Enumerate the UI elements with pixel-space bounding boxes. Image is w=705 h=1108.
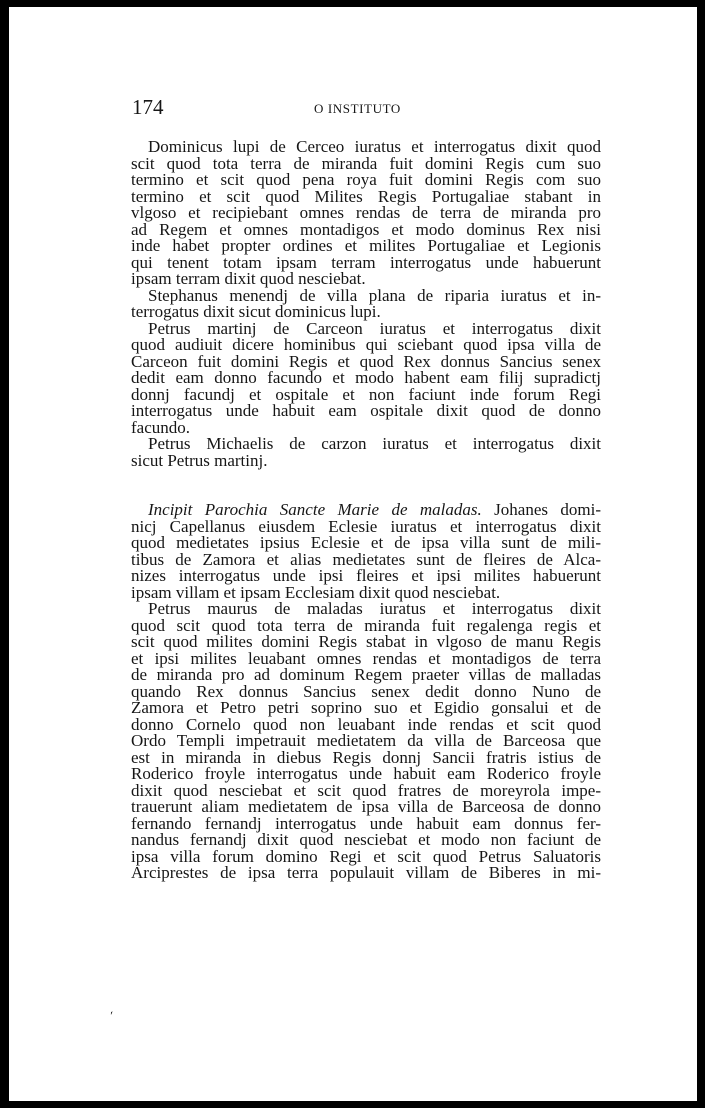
text-line: quod medietates ipsius Eclesie et de ipsa villa sunt de mili- — [131, 533, 601, 552]
section-heading: Incipit Parochia Sancte Marie de maladas. — [148, 500, 482, 519]
text-line: nicj Capellanus eiusdem Eclesie iuratus et interrogatus dixit — [131, 516, 601, 536]
paragraph-2 — [131, 285, 601, 321]
text-line: Roderico froyle interrogatus unde habuit eam Roderico froyle — [131, 764, 601, 783]
text-line: trauerunt aliam medietatem de ipsa villa de Barceosa de donno — [131, 797, 601, 816]
text-line: Zamora et Petro petri soprino suo et Egidio gonsalui et de — [131, 698, 601, 717]
text-line: Petrus Michaelis de carzon iuratus et interrogatus dixit — [148, 434, 601, 453]
section-gap — [131, 469, 601, 502]
text-line: terrogatus dixit sicut dominicus lupi. — [131, 302, 381, 321]
text-line: termino et scit quod pena roya fuit domini Regis com suo — [131, 170, 601, 189]
text-line: Petrus martinj de Carceon iuratus et interrogatus dixit — [148, 318, 601, 338]
text-line: Petrus maurus de maladas iuratus et interrogatus dixit — [148, 599, 601, 618]
text-line: vlgoso et recipiebant omnes rendas de terra de miranda pro — [131, 203, 601, 222]
text-line: scit quod tota terra de miranda fuit domini Regis cum suo — [131, 153, 601, 173]
text-line: interrogatus unde habuit eam ospitale dixit quod de donno — [131, 401, 601, 420]
text-line: ipsa villa forum domino Regi et scit quod Petrus Saluatoris — [131, 846, 601, 866]
paragraph-3 — [131, 318, 601, 437]
text-line: scit quod milites domini Regis stabat in vlgoso de manu Regis — [131, 632, 601, 651]
paragraph-1 — [131, 139, 601, 288]
text-line: termino et scit quod Milites Regis Portugaliae stabant in — [131, 186, 601, 206]
text-line: Ordo Templi impetrauit medietatem da villa de Barceosa que — [131, 731, 601, 750]
running-title: O INSTITUTO — [314, 101, 401, 116]
text-line: quod scit quod tota terra de miranda fuit regalenga regis et — [131, 615, 601, 635]
stray-pen-mark: ˊ — [108, 1009, 120, 1026]
text-line: donnj facundj et ospitale et non faciunt inde forum Regi — [131, 384, 601, 404]
heading-continuation: Johanes domi- — [494, 500, 601, 519]
body-text — [131, 139, 601, 882]
text-line: facundo. — [131, 417, 191, 437]
text-line: de miranda pro ad dominum Regem praeter villas de malladas — [131, 665, 601, 684]
paragraph-4 — [131, 436, 601, 469]
text-line: tibus de Zamora et alias medietates sunt de fleires de Alca- — [131, 549, 601, 569]
text-line: est in miranda in diebus Regis donnj Sancii fratris istius de — [131, 747, 601, 767]
text-line: dedit eam donno facundo et modo habent eam filij supradictj — [131, 368, 601, 387]
text-line: Dominicus lupi de Cerceo iuratus et interrogatus dixit quod — [148, 137, 601, 156]
text-line: quando Rex donnus Sancius senex dedit donno Nuno de — [131, 681, 601, 701]
text-line: donno Cornelo quod non leuabant inde rendas et scit quod — [131, 714, 601, 734]
text-line: nandus fernandj dixit quod nesciebat et modo non faciunt de — [131, 830, 601, 849]
text-line: Carceon fuit domini Regis et quod Rex donnus Sancius senex — [131, 351, 601, 371]
text-line: et ipsi milites leuabant omnes rendas et montadigos de terra — [131, 648, 601, 668]
text-line: ipsam terram dixit quod nesciebat. — [131, 269, 366, 288]
text-line: Stephanus menendj de villa plana de riparia iuratus et in- — [148, 285, 601, 305]
text-line: qui tenent totam ipsam terram interrogatus unde habuerunt — [131, 252, 601, 272]
paragraph-6 — [131, 601, 601, 882]
text-line: ipsam villam et ipsam Ecclesiam dixit quod nesciebat. — [131, 582, 501, 602]
text-line: dixit quod nesciebat et scit quod fratres de moreyrola impe- — [131, 780, 601, 800]
text-line: nizes interrogatus unde ipsi fleires et ipsi milites habuerunt — [131, 566, 601, 585]
text-line: ad Regem et omnes montadigos et modo dominus Rex nisi — [131, 219, 601, 239]
page-number: 174 — [132, 95, 164, 119]
text-line: inde habet propter ordines et milites Portugaliae et Legionis — [131, 236, 601, 255]
text-line: Arciprestes de ipsa terra populauit villam de Biberes in mi- — [131, 863, 601, 882]
text-line: fernando fernandj interrogatus unde habuit eam donnus fer- — [131, 813, 601, 833]
text-line: sicut Petrus martinj. — [131, 450, 268, 470]
paragraph-5 — [131, 502, 601, 601]
text-line: quod audiuit dicere hominibus qui sciebant quod ipsa villa de — [131, 335, 601, 354]
